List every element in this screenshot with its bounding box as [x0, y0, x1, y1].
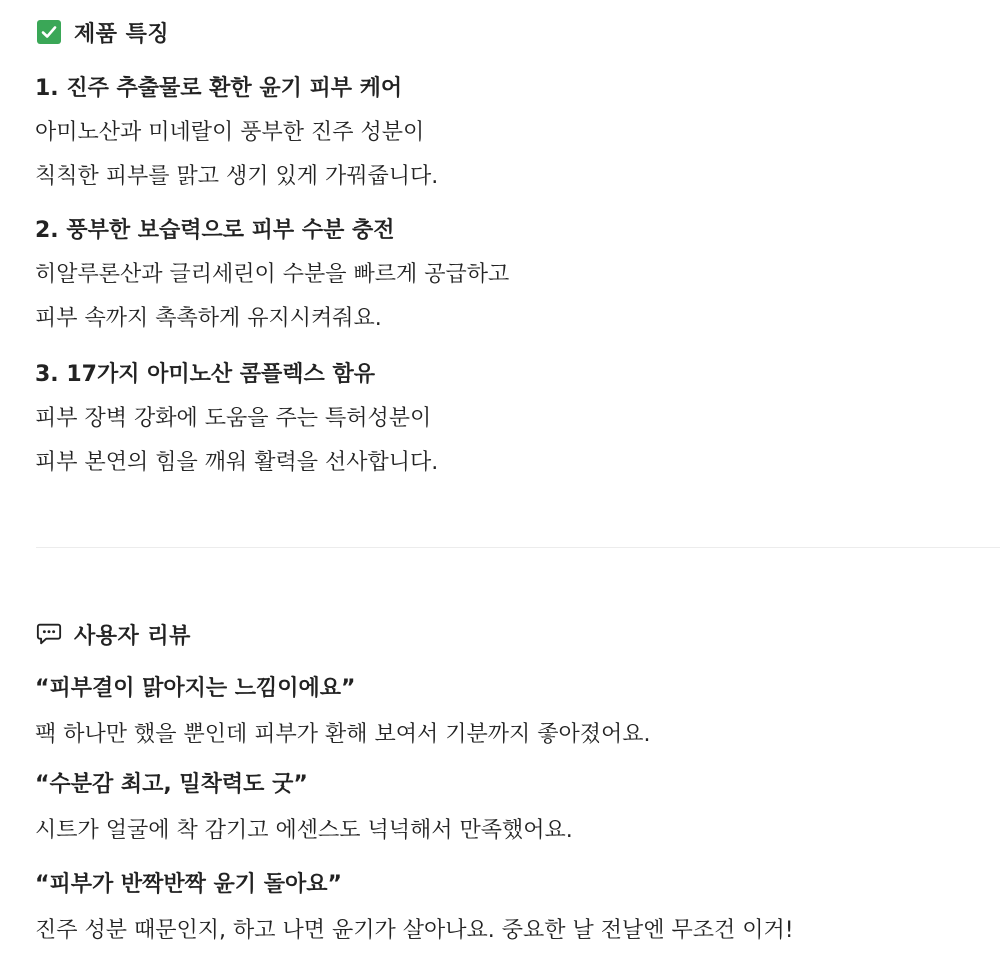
feature-item [35, 216, 975, 334]
feature-heading: 2. 풍부한 보습력으로 피부 수분 충전 [35, 218, 395, 243]
chat-bubble-icon [36, 621, 62, 647]
review-item [35, 770, 985, 846]
feature-text: 피부 장벽 강화에 도움을 주는 특허성분이 [35, 406, 432, 431]
feature-item [35, 360, 975, 478]
feature-text: 칙칙한 피부를 맑고 생기 있게 가꿔줍니다. [35, 164, 439, 189]
check-mark-icon [36, 19, 62, 45]
feature-text: 아미노산과 미네랄이 풍부한 진주 성분이 [35, 120, 425, 145]
feature-text: 피부 본연의 힘을 깨워 활력을 선사합니다. [35, 450, 439, 475]
review-quote: “수분감 최고, 밀착력도 굿” [35, 772, 308, 797]
review-text: 시트가 얼굴에 착 감기고 에센스도 넉넉해서 만족했어요. [35, 818, 573, 843]
review-item [35, 870, 985, 946]
review-quote: “피부결이 맑아지는 느낌이에요” [35, 676, 356, 701]
features-title: 제품 특징 [74, 21, 170, 47]
review-quote: “피부가 반짝반짝 윤기 돌아요” [35, 872, 342, 897]
features-header [36, 15, 169, 49]
feature-text: 피부 속까지 촉촉하게 유지시켜줘요. [35, 306, 382, 331]
section-divider [36, 547, 1000, 548]
reviews-title: 사용자 리뷰 [74, 623, 191, 649]
reviews-header [36, 617, 191, 651]
review-text: 팩 하나만 했을 뿐인데 피부가 환해 보여서 기분까지 좋아졌어요. [35, 722, 651, 747]
feature-heading: 3. 17가지 아미노산 콤플렉스 함유 [35, 362, 375, 387]
review-text: 진주 성분 때문인지, 하고 나면 윤기가 살아나요. 중요한 날 전날엔 무조건 이거! [35, 918, 794, 943]
review-item [35, 674, 985, 750]
feature-item [35, 74, 975, 192]
feature-text: 히알루론산과 글리세린이 수분을 빠르게 공급하고 [35, 262, 510, 287]
feature-heading: 1. 진주 추출물로 환한 윤기 피부 케어 [35, 76, 403, 101]
